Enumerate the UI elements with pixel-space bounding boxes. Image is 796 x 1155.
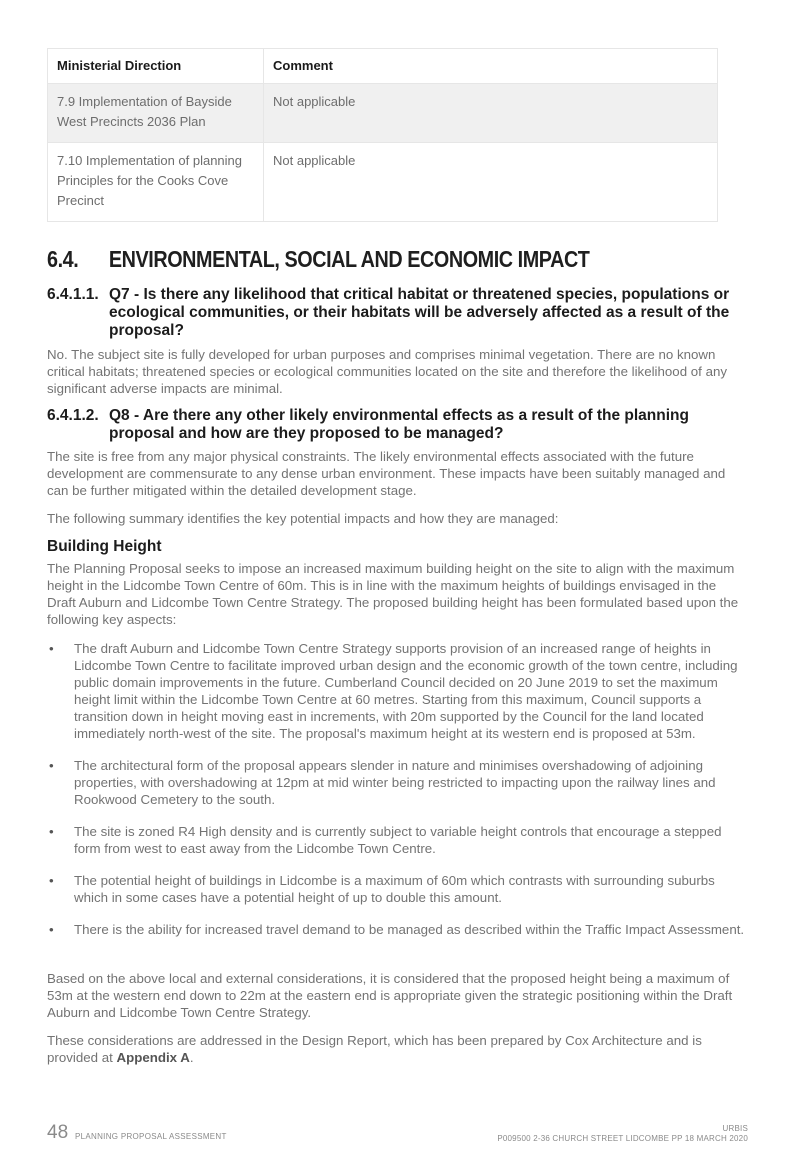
list-item [47, 640, 747, 742]
q8-body-1: The site is free from any major physical constraints. The likely environmental effects associated with the future development are commensurate to any dense urban environment. These impacts have been suitably managed and can be further mitigated within the detailed development stage. [47, 449, 726, 498]
footer-reference: P009500 2-36 CHURCH STREET LIDCOMBE PP 18 MARCH 2020 [497, 1134, 748, 1143]
page-number: 48 [47, 1122, 69, 1143]
bullet-icon: • [49, 641, 54, 656]
table-header-comment: Comment [264, 49, 718, 84]
table-cell-direction: 7.10 Implementation of planning Principles for the Cooks Cove Precinct [48, 143, 264, 222]
bullet-icon: • [49, 922, 54, 937]
building-height-heading: Building Height [47, 538, 162, 555]
list-item-text: The architectural form of the proposal appears slender in nature and minimises overshadowing of adjoining properties, with overshadowing at 12pm at mid winter being restricted to impacting upon the railway lines and Rookwood Cemetery to the south. [74, 758, 716, 807]
list-item-text: The potential height of buildings in Lidcombe is a maximum of 60m which contrasts with surrounding suburbs which in some cases have a potential height of up to double this amount. [74, 873, 715, 905]
table-cell-direction: 7.9 Implementation of Bayside West Precincts 2036 Plan [48, 84, 264, 143]
table-cell-comment: Not applicable [264, 143, 718, 222]
q7-heading [47, 286, 747, 340]
building-height-intro: The Planning Proposal seeks to impose an increased maximum building height on the site to align with the maximum height in the Lidcombe Town Centre of 60m. This is in line with the maximum heights of buildings envisaged in the Draft Auburn and Lidcombe Town Centre Strategy. The proposed building height has been formulated based upon the following key aspects: [47, 561, 739, 627]
list-item-text: The site is zoned R4 High density and is currently subject to variable height controls that encourage a stepped form from west to east away from the Lidcombe Town Centre. [74, 824, 722, 856]
table-cell-comment: Not applicable [264, 84, 718, 143]
design-report-text: These considerations are addressed in the Design Report, which has been prepared by Cox Architecture and is provided at [47, 1033, 702, 1065]
list-item [47, 872, 747, 906]
section-number: 6.4. [47, 246, 79, 272]
building-height-bullet-list [47, 640, 747, 938]
list-item [47, 757, 747, 808]
table-row [48, 143, 718, 222]
q7-body: No. The subject site is fully developed for urban purposes and comprises minimal vegetation. There are no known critical habitats; threatened species or ecological communities located on the site and therefore the likelihood of any significant adverse impacts are minimal. [47, 347, 728, 396]
bullet-icon: • [49, 824, 54, 839]
appendix-a-reference: Appendix A [116, 1050, 190, 1065]
q8-title: Q8 - Are there any other likely environmental effects as a result of the planning proposal and how are they proposed to be managed? [109, 407, 689, 442]
list-item [47, 921, 747, 938]
bullet-icon: • [49, 758, 54, 773]
section-heading [47, 246, 589, 273]
q7-number: 6.4.1.1. [47, 286, 99, 303]
q8-body-2: The following summary identifies the key potential impacts and how they are managed: [47, 511, 559, 526]
q8-heading [47, 407, 747, 443]
ministerial-direction-table [47, 48, 718, 222]
list-item [47, 823, 747, 857]
q7-title: Q7 - Is there any likelihood that critical habitat or threatened species, populations or ecological communities, or their habitats will be adversely affected as a result of the proposal? [109, 286, 730, 339]
table-row [48, 84, 718, 143]
footer-company: URBIS [722, 1124, 748, 1133]
design-report-suffix: . [189, 1050, 194, 1065]
table-header-direction: Ministerial Direction [48, 49, 264, 84]
table-header-row [48, 49, 718, 84]
bullet-icon: • [49, 873, 54, 888]
building-height-conclusion: Based on the above local and external considerations, it is considered that the proposed height being a maximum of 53m at the western end down to 22m at the eastern end is appropriate given the strategic positioning within the Draft Auburn and Lidcombe Town Centre Strategy. [47, 971, 733, 1020]
design-report-paragraph [47, 1032, 747, 1066]
footer-reference-block [497, 1124, 748, 1144]
q8-number: 6.4.1.2. [47, 407, 99, 424]
footer-doc-title: PLANNING PROPOSAL ASSESSMENT [75, 1132, 227, 1141]
list-item-text: There is the ability for increased travel demand to be managed as described within the Traffic Impact Assessment. [74, 922, 745, 937]
section-title: ENVIRONMENTAL, SOCIAL AND ECONOMIC IMPACT [108, 246, 590, 272]
list-item-text: The draft Auburn and Lidcombe Town Centre Strategy supports provision of an increased range of heights in Lidcombe Town Centre to facilitate improved urban design and the economic growth of the town centre, including public domain improvements in the future. Cumberland Council decided on 20 June 2019 to set the maximum height limit within the Lidcombe Town Centre at 60 metres. Starting from this maximum, Council supports a transition down in height moving east in increments, with 20m supported by the Council for the land located immediately north-west of the site. The proposal's maximum height at its western end is proposed at 53m. [74, 641, 738, 741]
